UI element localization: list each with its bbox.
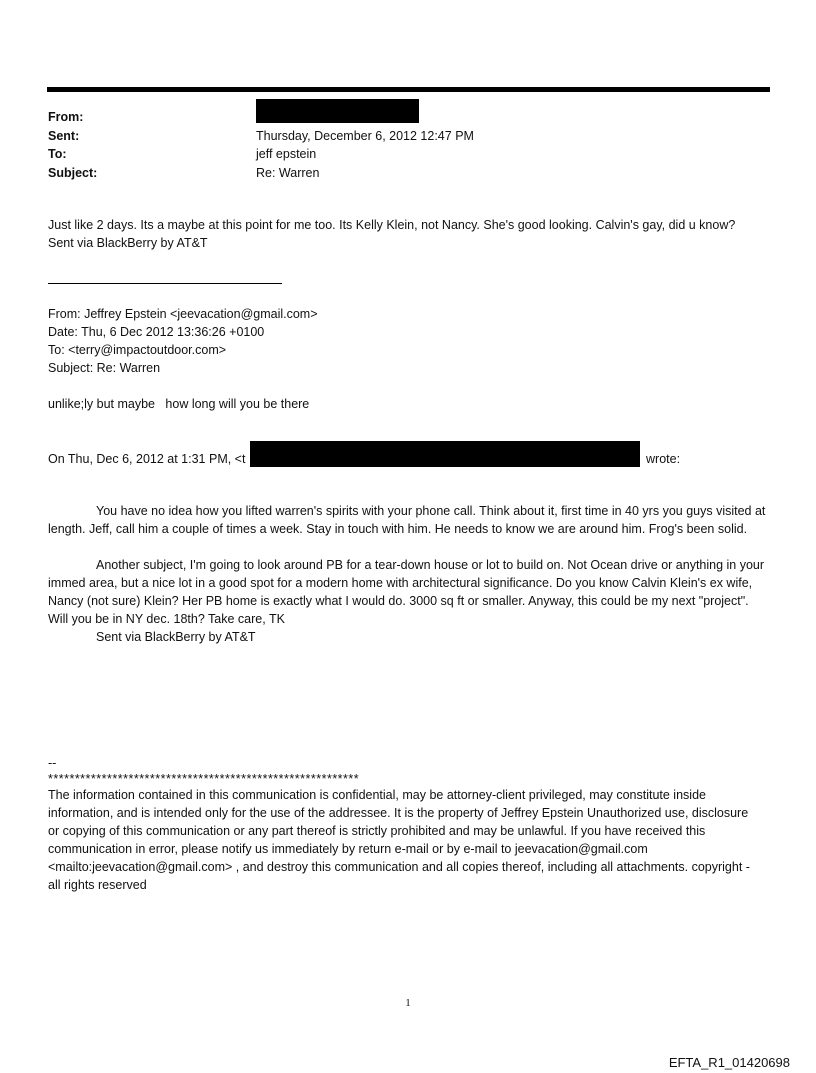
to-label: To: [48,147,67,161]
on-wrote-suffix: wrote: [646,452,681,466]
quoted-subject: Subject: Re: Warren [48,361,161,375]
original-paragraph-2: Another subject, I'm going to look around PB for a tear-down house or lot to build on. Not Ocean drive or anything in your immed area, but a nice lot in a good spot for a modern home with architectural significance. Do you know Calvin Klein's ex wife, Nancy (not sure) Klein? Her PB home is exactly what I would do. 3000 sq ft or smaller. Anyway, this could be my next "project". Will you be in NY dec. 18th? Take care, TK [48,558,765,626]
quoted-to: To: <terry@impactoutdoor.com> [48,343,227,357]
footer [48,754,773,894]
quoted-body: unlike;ly but maybe how long will you be there [48,397,310,411]
header-labels [48,108,97,182]
reply-signature: Sent via BlackBerry by AT&T [48,236,208,250]
on-wrote-prefix: On Thu, Dec 6, 2012 at 1:31 PM, <t [48,452,246,466]
sent-label: Sent: [48,128,80,143]
quoted-header [48,305,773,377]
subject-label: Subject: [48,165,98,180]
page-number: 1 [405,997,411,1009]
quoted-date: Date: Thu, 6 Dec 2012 13:36:26 +0100 [48,325,265,339]
original-signature: Sent via BlackBerry by AT&T [96,630,256,644]
reply-text: Just like 2 days. Its a maybe at this point for me too. Its Kelly Klein, not Nancy. She's good looking. Calvin's gay, did u know? [48,218,736,232]
sender-redaction [250,441,640,467]
footer-disclaimer: The information contained in this communication is confidential, may be attorney-client privileged, may constitute inside information, and is intended only for the use of the addressee. It is the property of Jeffrey Epstein Unauthorized use, disclosure or copying of this communication or any part thereof is strictly prohibited and may be unlawful. If you have received this communication in error, please notify us immediately by return e-mail or by e-mail to jeevacation@gmail.com <mailto:jeevacation@gmail.com> , and destroy this communication and all copies thereof, including all attachments. copyright -all rights reserved [48,788,750,892]
from-label: From: [48,110,84,124]
document-id: EFTA_R1_01420698 [668,1055,790,1070]
header-values [256,108,474,182]
to-value: jeff epstein [256,147,317,161]
footer-stars: ********************************************************** [48,772,360,786]
sent-value: Thursday, December 6, 2012 12:47 PM [256,128,474,143]
header-rule [47,87,770,92]
separator-line [48,283,282,284]
reply-body [48,216,773,252]
from-value [256,108,474,127]
subject-value: Re: Warren [256,165,320,180]
quoted-from: From: Jeffrey Epstein <jeevacation@gmail.com> [48,307,318,321]
footer-dashes: -- [48,756,57,770]
original-paragraph-1: You have no idea how you lifted warren's spirits with your phone call. Think about it, first time in 40 yrs you guys visited at length. Jeff, call him a couple of times a week. Stay in touch with him. He needs to know we are around him. Frog's been solid. [48,504,766,536]
original-message [48,502,770,646]
